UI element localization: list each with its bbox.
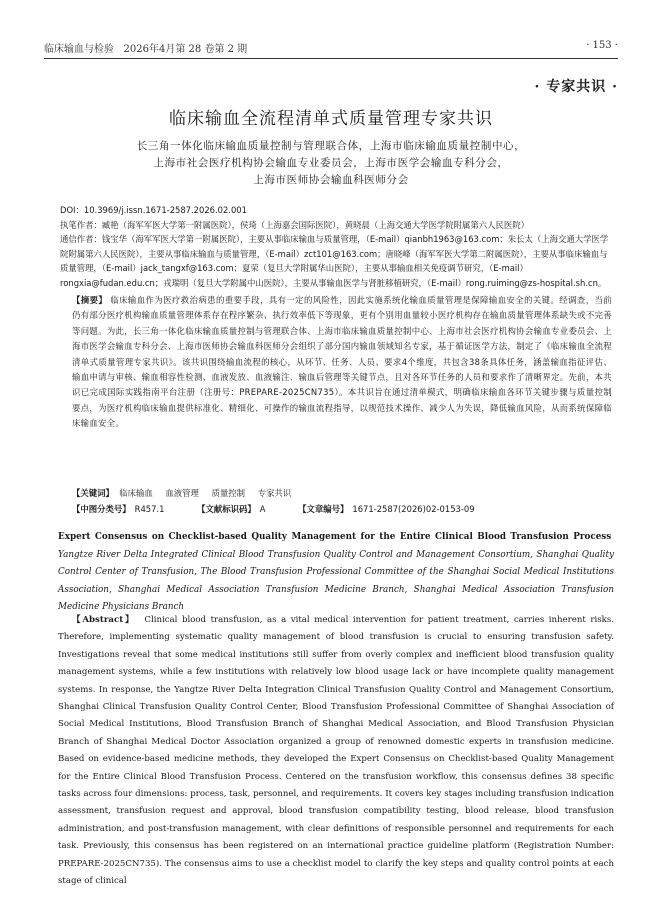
keyword: 临床输血 <box>119 488 153 498</box>
classification-row <box>72 503 479 515</box>
keyword: 质量控制 <box>211 488 246 498</box>
article-meta <box>60 203 612 291</box>
affiliation-line: 上海市社会医疗机构协会输血专业委员会，上海市医学会输血专科分会， <box>153 157 509 169</box>
keywords-label: 【关键词】 <box>72 488 114 498</box>
affiliations <box>60 138 602 189</box>
article-number-value: 1671-2587(2026)02-0153-09 <box>352 504 475 514</box>
english-abstract-text: Clinical blood transfusion, as a vital medical intervention for patient treatment, carries inherent risks. Therefore, implementing systematic quality management of blood transfusion is crucial to ensuring transfusion safety. Investigations reveal that some medical institutions still suffer from overly complex and inefficient blood transfusion quality management systems, while a few institutions with relatively low blood usage lack or have incomplete quality management systems. In response, the Yangtze River Delta Integration Clinical Transfusion Quality Control and Management Consortium, Shanghai Clinical Transfusion Quality Control Center, Blood Transfusion Professional Committee of Shanghai Association of Social Medical Institutions, Blood Transfusion Branch of Shanghai Medical Association, and Blood Transfusion Physician Branch of Shanghai Medical Doctor Association organized a group of renowned domestic experts in transfusion medicine. Based on evidence-based medicine methods, they developed the Expert Consensus on Checklist-based Quality Management for the Entire Clinical Blood Transfusion Process. Centered on the transfusion workflow, this consensus defines 38 specific tasks across four dimensions: process, task, personnel, and requirements. It covers key stages including transfusion indication assessment, transfusion request and approval, blood transfusion compatibility testing, blood release, blood transfusion administration, and post-transfusion management, with clear definitions of responsible personnel and requirements for each task. Previously, this consensus has been registered on an international practice guideline platform (Registration Number: PREPARE-2025CN735). The consensus aims to use a checklist model to clarify the key steps and quality control points at each stage of clinical <box>58 615 614 887</box>
article-title: 临床输血全流程清单式质量管理专家共识 <box>169 109 493 129</box>
clc-label: 【中图分类号】 <box>72 504 131 514</box>
abstract-cn-text: 临床输血作为医疗救治病患的重要手段，具有一定的风险性，因此实施系统化输血质量管理是保障输血安全的关键。经调查，当前仍有部分医疗机构输血质量管理体系存在程序繁杂、执行效率低下等现象，更有个别用血量较小医疗机构存在输血质量管理体系缺失或不完善等问题。为此，长三角一体化临床输血质量控制与管理联合体、上海市临床输血质量控制中心、上海市社会医疗机构协会输血专业委员会、上海市医学会输血专科分会、上海市医师协会输血科医师分会组织了部分国内输血领域知名专家，基于循证医学方法，制定了《临床输血全流程清单式质量管理专家共识》。该共识围绕输血流程的核心，从环节、任务、人员、要求4个维度，共包含38条具体任务，涵盖输血指征评估、输血申请与审核、输血相容性检测、血液发放、血液输注、输血后管理等关键节点，且对各环节任务的人员和要求作了清晰界定。先前，本共识已完成国际实践指南平台注册（注册号：PREPARE-2025CN735）。本共识旨在通过清单模式，明确临床输血各环节关键步骤与质量控制要点，为医疗机构临床输血提供标准化、精细化、可操作的输血流程指导，以规范技术操作、减少人为失误，降低输血风险，从而系统保障临床输血安全。 <box>72 295 612 429</box>
keyword: 血液管理 <box>165 488 199 498</box>
english-orgs: Yangtze River Delta Integrated Clinical Blood Transfusion Quality Control and Management Consortium, Shanghai Quality Control Center of Transfusion, The Blood Transfusion Professional Committee of the Shanghai Social Medical Institutions Association, Shanghai Medical Association Transfusion Medicine Branch, Shanghai Medical Association Transfusion Medicine Physicians Branch <box>58 549 614 613</box>
page-number: · 153 · <box>586 40 618 51</box>
abstract-cn-label: 【摘要】 <box>72 295 108 305</box>
journal-issue <box>44 40 247 55</box>
journal-name: 临床输血与检验 <box>44 44 114 55</box>
affiliation-line: 上海市医师协会输血科医师分会 <box>253 174 409 186</box>
article-number-label: 【文章编号】 <box>298 504 349 514</box>
keyword: 专家共识 <box>257 488 292 498</box>
abstract-cn <box>72 293 612 432</box>
doc-code-value: A <box>259 504 266 514</box>
affiliation-line: 长三角一体化临床输血质量控制与管理联合体，上海市临床输血质量控制中心， <box>136 140 526 152</box>
doi[interactable]: DOI：10.3969/j.issn.1671-2587.2026.02.001 <box>60 205 247 215</box>
english-abstract <box>58 612 614 891</box>
corresponding-authors: 通信作者：钱宝华（海军军医大学第一附属医院），主要从事临床输血与质量管理，（E-mail）qianbh1963@163.com；朱长太（上海交通大学医学院附属第六人民医院），主要从事临床输血与质量管理，（E-mail）zct101@163.com；唐晓峰（海军军医大学第二附属医院），主要从事临床输血与质量管理，（E-mail）jack_tangxf@163.com；夏荣（复旦大学附属华山医院），主要从事输血相关免疫调节研究，（E-mail）rongxia@fudan.edu.cn；戎瑞明（复旦大学附属中山医院），主要从事输血医学与肾脏移植研究，（E-mail）rong.ruiming@zs-hospital.sh.cn。 <box>60 234 609 288</box>
clc-value: R457.1 <box>134 504 165 514</box>
section-label: · 专家共识 · <box>534 79 618 95</box>
running-header <box>44 40 618 59</box>
english-title-block <box>58 529 614 617</box>
english-abstract-label: 【Abstract】 <box>72 615 136 625</box>
keywords-cn <box>72 487 301 499</box>
issue-info: 2026年4月第 28 卷第 2 期 <box>123 44 248 55</box>
english-title: Expert Consensus on Checklist-based Quality Management for the Entire Clinical Blood Transfusion Process <box>58 532 612 542</box>
doc-code-label: 【文献标识码】 <box>197 504 256 514</box>
writing-authors: 执笔作者：臧艳（海军军医大学第一附属医院），侯琦（上海嘉会国际医院），黄晓晨（上海交通大学医学院附属第六人民医院） <box>60 219 529 230</box>
